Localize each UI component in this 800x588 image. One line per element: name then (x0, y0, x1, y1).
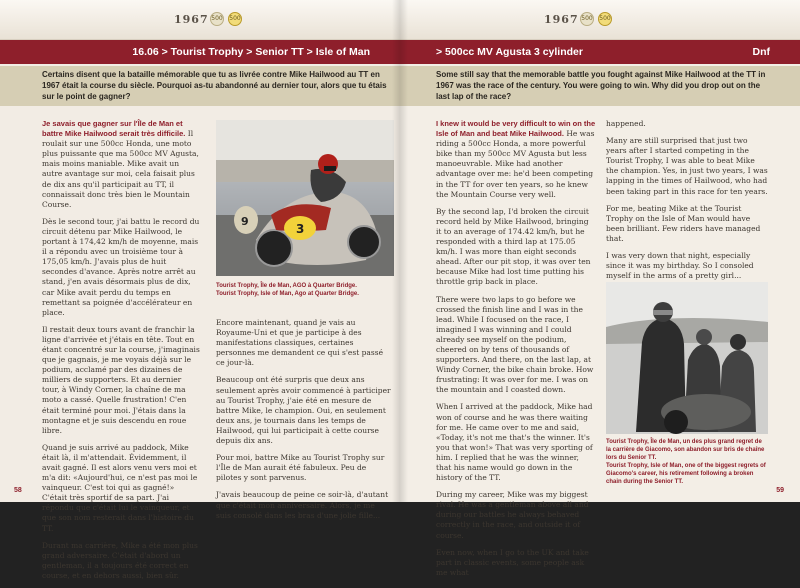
left-header-band (0, 0, 400, 40)
left-badge-2: 500 (228, 12, 242, 26)
right-col1-p4: When I arrived at the paddock, Mike had won of course and he was there waiting for me. He came over to me and said, «Today, it's not me that's the winner. It's you that won!» That was very sporting of him. I replied that he was the winner, that his name would go down in the history of the TT. (436, 402, 593, 483)
right-photo-caption (606, 438, 768, 486)
right-lead-question: Some still say that the memorable battle you fought against Mike Hailwood at the TT in 1967 was the race of the century. You were going to win. Why did you drop out on the last lap of the race? (400, 66, 800, 106)
svg-text:3: 3 (296, 222, 305, 236)
left-col2-p3: Pour moi, battre Mike au Tourist Trophy sur l'Île de Man aurait été fabuleux. Peu de pilotes y sont parvenus. (216, 453, 385, 483)
left-photo-ago-quarter-bridge (216, 120, 394, 276)
left-caption-fr: Tourist Trophy, Île de Man, AGO à Quarter Bridge. (216, 283, 357, 289)
book-gutter-shadow (392, 0, 408, 502)
left-col2-p2: Beaucoup ont été surpris que deux ans seulement après avoir commencé à participer au Tourist Trophy, j'aie été en mesure de battre Mike, le champion. Oui, en seulement deux ans, je tournais dans les temps de Hailwood, qui lui participait à cette course depuis dix ans. (216, 375, 391, 446)
left-column-2 (216, 318, 392, 528)
right-column-1: I knew it would be very difficult to win on the Isle of Man and beat Mike Hailwood. He was riding a 500cc Honda, a more powerful bike than my 500cc MV Agusta but less manoeuvrable. Mike had another advantage over me: he'd been competing in the TT for over ten years, so he knew the Mountain Course very well. By the second lap, I'd broken the circuit record held by Mike Hailwood, bringing it to an average of 174.42 km/h, but he responded with a third lap at 175.05 km/h. I was more than eight seconds ahead. After our pit stop, it was over ten because Mike had lost time putting his throttle grip back in place. There were two laps to go before we crossed the finish line and I was in the lead. While I focused on the race, I imagined I was winning and I could already see myself on the podium, cheered on by tens of thousands of supporters. And there, on the last lap, at Windy Corner, the bike chain broke. How frustrating: It was over for me. I was on the mountain and I coasted down. When I arrived at the paddock, Mike had won of course and he was there waiting for me. He came over to me and said, «Today, it's not me that's the winner. It's you that won!» That was very sporting of him. I replied that he was the winner, that his name would go down in the history of the TT. During my career, Mike was my biggest rival. He was a gentleman above all and during our battles he always behaved correctly in the race, and outside it of course. Even now, when I go to the UK and take part in classic events, some people ask me what (436, 119, 596, 577)
right-header-band (400, 0, 800, 40)
right-page (400, 0, 800, 577)
right-caption-en: Tourist Trophy, Isle of Man, one of the biggest regrets of Giacomo's career, his retirement following a broken chain during the Senior TT. (606, 463, 766, 485)
left-caption-en: Tourist Trophy, Isle of Man, Ago at Quarter Bridge. (216, 291, 359, 297)
right-photo-paddock (606, 282, 768, 434)
left-col1-p5: Durant ma carrière, Mike a été mon plus grand adversaire. C'était d'abord un gentleman, il a toujours été correct en course, et en dehors aussi, bien sûr. (42, 540, 198, 580)
right-col1-red-lead: I knew it would be very difficult to win on the Isle of Man and beat Mike Hailwood. (436, 119, 596, 139)
left-year: 1967 (174, 13, 209, 26)
right-col2-p3: For me, beating Mike at the Tourist Trophy on the Isle of Man would have been brilliant. Few riders have managed that. (606, 203, 761, 243)
left-col2-p4: J'avais beaucoup de peine ce soir-là, d'autant que c'était mon anniversaire. Alors, je me suis consolé dans les bras d'une jolie fille... (216, 490, 389, 520)
left-col2-p1: Encore maintenant, quand je vais au Royaume-Uni et que je participe à des manifestations classiques, certaines personnes me demandent ce qui s'est passé ce jour-là. (216, 318, 384, 368)
left-col1-red-lead: Je savais que gagner sur l'Île de Man et battre Mike Hailwood serait très difficile. (42, 119, 186, 139)
right-badge-1: 500 (580, 12, 594, 26)
right-result: Dnf (752, 46, 770, 58)
left-lead-question: Certains disent que la bataille mémorable que tu as livrée contre Mike Hailwood au TT en 1967 était la course du siècle. Pourquoi as-tu abandonné au dernier tour, alors que tu étais sur le point de gagner? (0, 66, 400, 106)
left-title-bar: 16.06 > Tourist Trophy > Senior TT > Isle of Man (0, 40, 400, 64)
svg-text:9: 9 (241, 215, 249, 228)
right-col1-p5: During my career, Mike was my biggest rival. He was a gentleman above all and during our battles he always behaved correctly in the race, and outside it of course. (436, 490, 589, 540)
right-year: 1967 (544, 13, 579, 26)
right-title: > 500cc MV Agusta 3 cylinder (436, 46, 583, 58)
right-col1-p3: There were two laps to go before we crossed the finish line and I was in the lead. While I focused on the race, I imagined I was winning and I could already see myself on the podium, cheered on by tens of thousands of supporters. And there, on the last lap, at Windy Corner, the bike chain broke. How frustrating: It was over for me. I was on the mountain and I coasted down. (436, 294, 594, 395)
left-col1-p2: Dès le second tour, j'ai battu le record du circuit détenu par Mike Hailwood, le portant à 174,42 km/h de moyenne, mais il a répondu avec un troisième tour à 175,05 km/h. J'avais plus de huit secondes d'avance. Après notre arrêt au stand, j'en avais désormais plus de dix, car Mike avait perdu du temps en remettant sa poignée d'accélérateur en place. (42, 216, 200, 317)
right-badge-2: 500 (598, 12, 612, 26)
right-title-bar (400, 40, 800, 64)
left-page-number: 58 (14, 487, 22, 494)
right-column-2 (606, 119, 768, 288)
left-col1-p3: Il restait deux tours avant de franchir la ligne d'arrivée et j'étais en tête. Tout en étant concentré sur la course, j'imaginais que je gagnais, je me voyais déjà sur le podium, acclamé par des dizaines de milliers de supporters. Et au dernier tour, à Windy Corner, la chaîne de ma moto a cassé. Quelle frustration! C'en était terminé pour moi. J'étais dans la montagne et je suis descendu en roue libre. (42, 324, 200, 435)
right-col1-p2: By the second lap, I'd broken the circuit record held by Mike Hailwood, bringing it to an average of 174.42 km/h, but he responded with a third lap at 175.05 km/h. I was more than eight seconds ahead. After our pit stop, it was over ten because Mike had lost time putting his throttle grip back in place. (436, 206, 591, 287)
left-page (0, 0, 400, 580)
right-page-number: 59 (776, 487, 784, 494)
left-badge-1: 500 (210, 12, 224, 26)
left-photo-caption (216, 282, 394, 298)
right-col2-p1: happened. (606, 119, 646, 128)
right-col2-p2: Many are still surprised that just two years after I started competing in the Tourist Trophy, I was able to beat Mike the champion. Yes, in just two years, I was lapping in the times of Hailwood, who had been taking part in this race for ten years. (606, 136, 768, 196)
right-col2-p4: I was very down that night, especially since it was my birthday. So I consoled myself in the arms of a pretty girl... (606, 251, 754, 281)
left-col1-p4: Quand je suis arrivé au paddock, Mike était là, il m'attendait. Évidemment, il avait gagné. Il est alors venu vers moi et m'a dit: «Aujourd'hui, ce n'est pas moi le vainqueur. C'est toi qui as gagné!» C'était très sportif de sa part. J'ai répondu que c'était lui le vainqueur, et que son nom resterait dans l'histoire du TT. (42, 442, 198, 533)
left-column-1: Je savais que gagner sur l'Île de Man et battre Mike Hailwood serait très difficile. Il roulait sur une 500cc Honda, une moto plus puissante que ma 500cc MV Agusta, mais moins maniable. Mike avait un autre avantage sur moi, cela faisait plus de dix ans qu'il participait au TT, il connaissait donc très bien le Mountain Course. Dès le second tour, j'ai battu le record du circuit détenu par Mike Hailwood, le portant à 174,42 km/h de moyenne, mais il a répondu avec un troisième tour à 175,05 km/h. J'avais plus de huit secondes d'avance. Après notre arrêt au stand, j'en avais désormais plus de dix, car Mike avait perdu du temps en remettant sa poignée d'accélérateur en place. Il restait deux tours avant de franchir la ligne d'arrivée et j'étais en tête. Tout en étant concentré sur la course, j'imaginais que je gagnais, je me voyais déjà sur le podium, acclamé par des dizaines de milliers de supporters. Et au dernier tour, à Windy Corner, la chaîne de ma moto a cassé. Quelle frustration! C'en était terminé pour moi. J'étais dans la montagne et je suis descendu en roue libre. Quand je suis arrivé au paddock, Mike était là, il m'attendait. Évidemment, il avait gagné. Il est alors venu vers moi et m'a dit: «Aujourd'hui, ce n'est pas moi le vainqueur. C'est toi qui as gagné!» C'était très sportif de sa part. J'ai répondu que c'était lui le vainqueur, et que son nom resterait dans l'histoire du TT. Durant ma carrière, Mike a été mon plus grand adversaire. C'était d'abord un gentleman, il a toujours été correct en course, et en dehors aussi, bien sûr. (42, 119, 200, 580)
right-col1-p6: Even now, when I go to the UK and take part in classic events, some people ask me what (436, 547, 589, 577)
right-caption-fr: Tourist Trophy, Île de Man, un des plus grand regret de la carrière de Giacomo, son abandon sur bris de chaîne lors du Senior TT. (606, 439, 765, 461)
